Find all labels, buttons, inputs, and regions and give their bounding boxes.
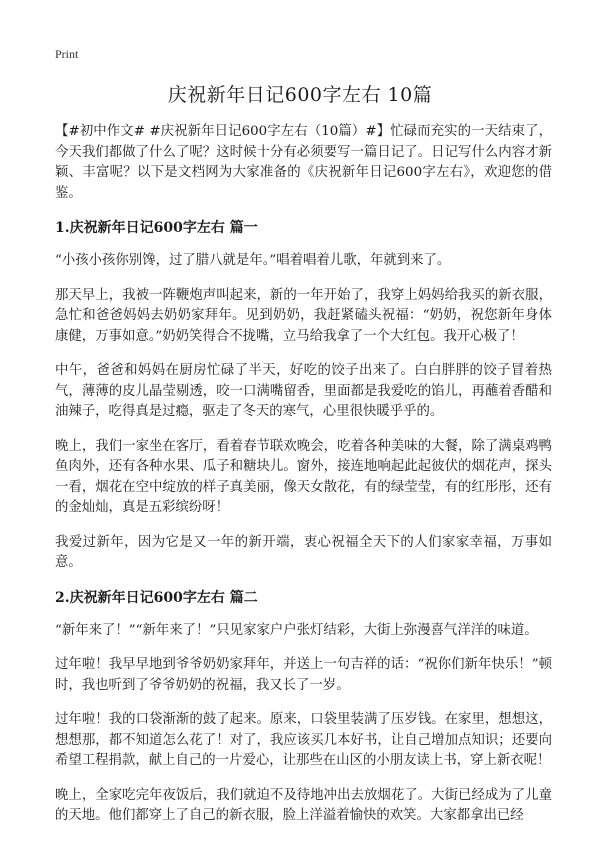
- section-heading-2: 2.庆祝新年日记600字左右 篇二: [55, 589, 258, 606]
- document-title: 庆祝新年日记600字左右 10篇: [167, 84, 433, 106]
- paragraph: “新年来了！”“新年来了！”只见家家户户张灯结彩，大街上弥漫喜气洋洋的味道。: [55, 622, 538, 638]
- paragraph: 过年啦！我早早地到爷爷奶奶家拜年，并送上一句吉祥的话：“祝你们新年快乐！”顿时，我也听到了爷爷奶奶的祝福，我又长了一岁。: [55, 657, 552, 693]
- paragraph: 晚上，全家吃完年夜饭后，我们就迫不及待地冲出去放烟花了。大街已经成为了儿童的天地。他们都穿上了自己的新衣服，脸上洋溢着愉快的欢笑。大家都拿出已经: [55, 787, 552, 823]
- paragraph: 过年啦！我的口袋渐渐的鼓了起来。原来，口袋里装满了压岁钱。在家里，想想这，想想那，都不知道怎么花了！对了，我应该买几本好书，让自己增加点知识；还要向希望工程捐款，献上自己的一片爱心，让那些在山区的小朋友读上书，穿上新衣呢！: [55, 712, 552, 768]
- intro-paragraph: 【#初中作文# #庆祝新年日记600字左右（10篇）#】忙碌而充实的一天结束了，今天我们都做了什么了呢？这时候十分有必须要写一篇日记了。日记写什么内容才新颖、丰富呢？以下是文档网为大家准备的《庆祝新年日记600字左右》，欢迎您的借鉴。: [55, 124, 552, 201]
- section-heading-1: 1.庆祝新年日记600字左右 篇一: [55, 220, 258, 236]
- paragraph: “小孩小孩你别馋，过了腊八就是年。”唱着唱着儿歌，年就到来了。: [55, 253, 451, 268]
- document-body: [55, 122, 552, 841]
- print-label: Print: [55, 47, 79, 61]
- paragraph: 晚上，我们一家坐在客厅，看着春节联欢晚会，吃着各种美味的大餐，除了满桌鸡鸭鱼肉外，还有各种水果、瓜子和糖块儿。窗外，接连地响起此起彼伏的烟花声，探头一看，烟花在空中绽放的样子真美丽，像天女散花，有的绿莹莹，有的红彤彤，还有的金灿灿，真是五彩缤纷呀！: [55, 438, 552, 515]
- paragraph: 我爱过新年，因为它是又一年的新开端，衷心祝福全天下的人们家家幸福，万事如意。: [55, 534, 552, 570]
- paragraph: 那天早上，我被一阵鞭炮声叫起来，新的一年开始了，我穿上妈妈给我买的新衣服，急忙和爸爸妈妈去奶奶家拜年。见到奶奶，我赶紧磕头祝福：“奶奶，祝您新年身体康健，万事如意。”奶奶笑得合不拢嘴，立马给我拿了一个大红包。我开心极了！: [55, 287, 552, 344]
- paragraph: 中午，爸爸和妈妈在厨房忙碌了半天，好吃的饺子出来了。白白胖胖的饺子冒着热气，薄薄的皮儿晶莹剔透，咬一口满嘴留香，里面都是我爱吃的馅儿，再蘸着香醋和油辣子，吃得真是过瘾，驱走了冬天的寒气，心里很快暖乎乎的。: [55, 363, 552, 419]
